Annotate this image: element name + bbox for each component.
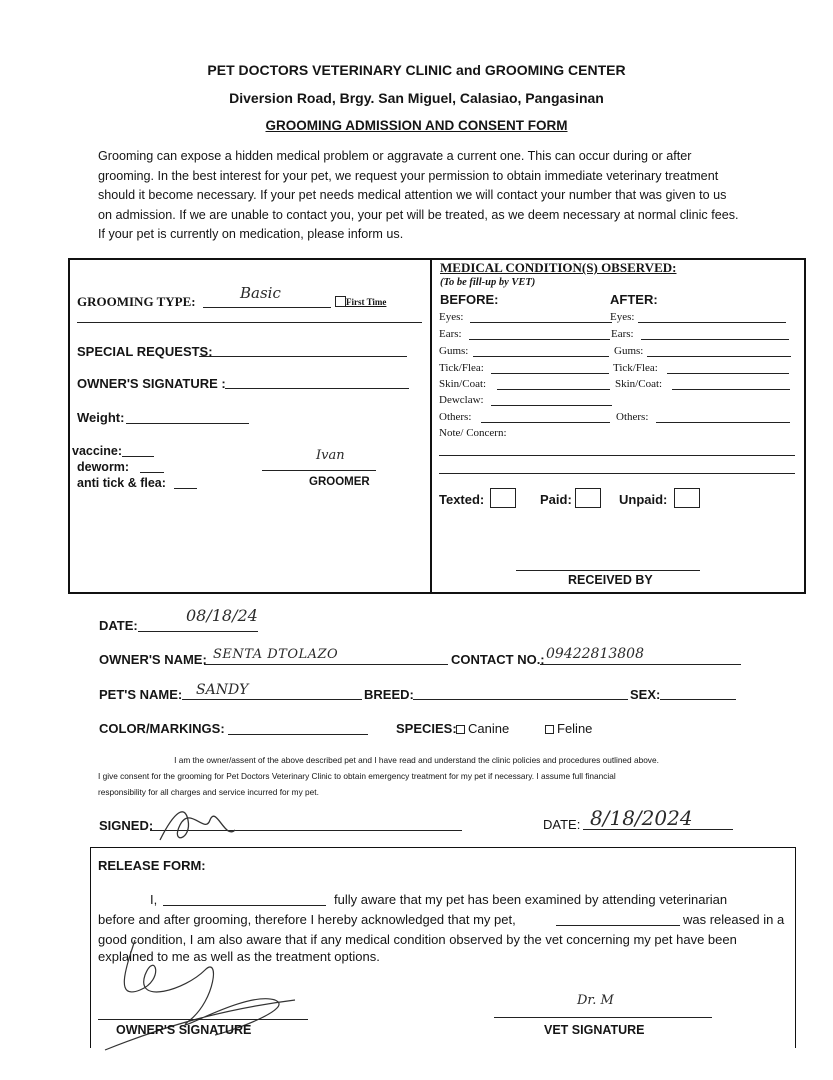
consent-line: I give consent for the grooming for Pet Doctors Veterinary Clinic to obtain emergency treatment for my pet if necessary. I assume full financial — [98, 771, 616, 781]
intro-line: should it become necessary. If your pet needs medical attention we will contact your number that was given to us — [98, 188, 727, 202]
clinic-name: PET DOCTORS VETERINARY CLINIC and GROOMING CENTER — [207, 62, 626, 78]
after-tick-label: Tick/Flea: — [613, 362, 658, 374]
release-text: good condition, I am also aware that if any medical condition observed by the vet concerning my pet have been — [98, 932, 737, 947]
first-time-checkbox[interactable] — [335, 296, 346, 307]
release-owner-name-field[interactable] — [163, 905, 326, 906]
before-tick-label: Tick/Flea: — [439, 362, 484, 374]
sex-label: SEX: — [630, 687, 661, 702]
texted-label: Texted: — [439, 492, 485, 507]
after-ears-label: Ears: — [611, 328, 634, 340]
before-label: BEFORE: — [440, 292, 499, 307]
owner-name-label: OWNER'S NAME: — [99, 652, 207, 667]
color-markings-label: COLOR/MARKINGS: — [99, 721, 225, 736]
grooming-type-label: GROOMING TYPE: — [77, 294, 196, 309]
weight-field[interactable] — [126, 423, 249, 424]
consent-line: responsibility for all charges and service incurred for my pet. — [98, 787, 319, 797]
vet-signature-line[interactable] — [494, 1017, 712, 1018]
concern-line[interactable] — [439, 473, 795, 474]
date-value[interactable]: 08/18/24 — [186, 606, 258, 625]
after-others-label: Others: — [616, 411, 649, 423]
intro-line: grooming. In the best interest for your pet, we request your permission to obtain immediate veterinary treatment — [98, 168, 719, 183]
intro-line: Grooming can expose a hidden medical problem or aggravate a current one. This can occur during or after — [98, 149, 692, 163]
contact-label: CONTACT NO.: — [451, 652, 545, 667]
color-markings-field[interactable] — [228, 734, 368, 735]
contact-value[interactable]: 09422813808 — [546, 646, 644, 662]
special-requests-label: SPECIAL REQUESTS: — [77, 344, 213, 359]
feline-label: Feline — [557, 721, 593, 736]
release-owner-signature-label: OWNER'S SIGNATURE — [116, 1023, 252, 1037]
groomer-label: GROOMER — [309, 476, 370, 488]
intro-line: on admission. If we are unable to contact you, your pet will be treated, as we deem necessary at normal clinic fees. — [98, 207, 739, 222]
canine-checkbox[interactable] — [456, 725, 465, 734]
release-text: before and after grooming, therefore I hereby acknowledged that my pet, — [98, 912, 516, 927]
concern-label: Note/ Concern: — [439, 427, 507, 439]
consent-date-label: DATE: — [543, 817, 581, 832]
special-requests-field[interactable] — [199, 356, 407, 357]
grooming-type-value[interactable]: Basic — [240, 284, 281, 302]
date-label: DATE: — [99, 618, 138, 633]
box-divider — [430, 258, 432, 592]
release-text: explained to me as well as the treatment options. — [98, 949, 380, 964]
pet-name-label: PET'S NAME: — [99, 687, 183, 702]
paid-checkbox[interactable] — [575, 488, 601, 508]
release-title: RELEASE FORM: — [98, 858, 206, 873]
unpaid-checkbox[interactable] — [674, 488, 700, 508]
pet-name-value[interactable]: SANDY — [196, 682, 249, 698]
before-eyes-label: Eyes: — [439, 311, 464, 323]
clinic-address: Diversion Road, Brgy. San Miguel, Calasiao, Pangasinan — [229, 90, 604, 106]
feline-checkbox[interactable] — [545, 725, 554, 734]
consent-date-value[interactable]: 8/18/2024 — [590, 806, 693, 830]
release-text: fully aware that my pet has been examined by attending veterinarian — [334, 892, 728, 907]
after-gums-label: Gums: — [614, 345, 644, 357]
owner-signature-scribble — [150, 800, 240, 850]
before-gums-label: Gums: — [439, 345, 469, 357]
owner-signature-field[interactable] — [225, 388, 409, 389]
release-owner-signature-line[interactable] — [98, 1019, 308, 1020]
owner-name-value[interactable]: SENTA DTOLAZO — [213, 647, 339, 662]
vet-signature-value[interactable]: Dr. M — [577, 993, 614, 1008]
groomer-name-value[interactable]: Ivan — [316, 448, 345, 463]
breed-label: BREED: — [364, 687, 414, 702]
vaccine-label: vaccine: — [72, 444, 123, 458]
concern-line[interactable] — [439, 455, 795, 456]
vet-signature-label: VET SIGNATURE — [544, 1023, 645, 1037]
release-i-label: I, — [150, 892, 158, 907]
after-label: AFTER: — [610, 292, 658, 307]
medical-subtitle: (To be fill-up by VET) — [440, 277, 536, 288]
form-title: GROOMING ADMISSION AND CONSENT FORM — [265, 118, 568, 133]
weight-label: Weight: — [77, 410, 125, 425]
deworm-label: deworm: — [77, 460, 130, 474]
received-by-line[interactable] — [516, 570, 700, 571]
medical-title: MEDICAL CONDITION(S) OBSERVED: — [440, 260, 677, 275]
owner-signature-label: OWNER'S SIGNATURE : — [77, 376, 226, 391]
before-others-label: Others: — [439, 411, 472, 423]
texted-checkbox[interactable] — [490, 488, 516, 508]
first-time-label: First Time — [346, 297, 387, 307]
canine-label: Canine — [468, 721, 510, 736]
species-label: SPECIES: — [396, 721, 457, 736]
intro-line: If your pet is currently on medication, please inform us. — [98, 227, 404, 241]
paid-label: Paid: — [540, 492, 572, 507]
sex-field[interactable] — [660, 699, 736, 700]
signed-label: SIGNED: — [99, 818, 154, 833]
release-pet-name-field[interactable] — [556, 925, 680, 926]
unpaid-label: Unpaid: — [619, 492, 668, 507]
consent-line: I am the owner/assent of the above described pet and I have read and understand the clinic policies and procedures outlined above. — [174, 755, 659, 765]
release-owner-signature-scribble — [95, 930, 325, 1060]
breed-field[interactable] — [413, 699, 628, 700]
before-dewclaw-label: Dewclaw: — [439, 394, 484, 406]
after-skin-label: Skin/Coat: — [615, 378, 663, 390]
anti-tick-label: anti tick & flea: — [77, 476, 166, 490]
before-skin-label: Skin/Coat: — [439, 378, 487, 390]
after-eyes-label: Eyes: — [610, 311, 635, 323]
release-text: was released in a — [683, 912, 785, 927]
before-ears-label: Ears: — [439, 328, 462, 340]
intro-paragraph — [98, 147, 758, 245]
received-by-label: RECEIVED BY — [568, 573, 653, 587]
